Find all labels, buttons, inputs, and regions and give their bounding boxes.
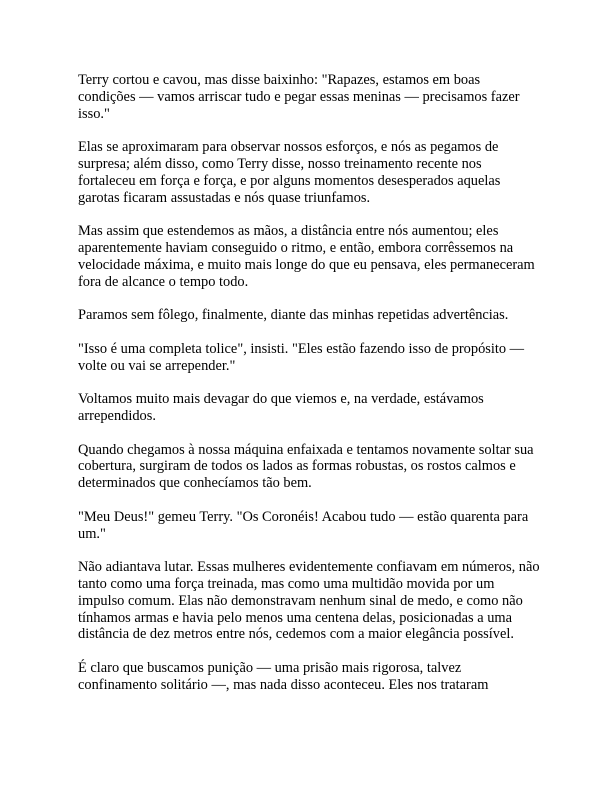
- paragraph-6: Voltamos muito mais devagar do que viemos e, na verdade, estávamos arrependidos.: [78, 391, 484, 424]
- paragraph-8: "Meu Deus!" gemeu Terry. "Os Coronéis! Acabou tudo — estão quarenta para um.": [78, 508, 529, 542]
- paragraph-9: Não adiantava lutar. Essas mulheres evidentemente confiavam em números, não tanto como uma força treinada, mas como uma multidão movida por um impulso comum. Elas não demonstravam nenhum sinal de medo, e como não tínhamos armas e havia pelo menos uma centena delas, posicionadas a uma distância de dez metros entre nós, cedemos com a maior elegância possível.: [78, 559, 540, 643]
- paragraph-7: Quando chegamos à nossa máquina enfaixada e tentamos novamente soltar sua cobertura, surgiram de todos os lados as formas robustas, os rostos calmos e determinados que conhecíamos tão bem.: [78, 441, 534, 492]
- paragraph-1: Terry cortou e cavou, mas disse baixinho: "Rapazes, estamos em boas condições — vamos arriscar tudo e pegar essas meninas — precisamos fazer isso.": [78, 72, 520, 122]
- paragraph-4: Paramos sem fôlego, finalmente, diante das minhas repetidas advertências.: [78, 307, 509, 324]
- paragraph-10: É claro que buscamos punição — uma prisão mais rigorosa, talvez confinamento solitário —, mas nada disso aconteceu. Eles nos trataram: [78, 659, 489, 693]
- document-body: [78, 72, 540, 710]
- paragraph-3: Mas assim que estendemos as mãos, a distância entre nós aumentou; eles aparentemente haviam conseguido o ritmo, e então, embora corrêssemos na velocidade máxima, e muito mais longe do que eu pensava, eles permaneceram fora de alcance o tempo todo.: [78, 223, 535, 290]
- paragraph-5: "Isso é uma completa tolice", insisti. "Eles estão fazendo isso de propósito — volte ou vai se arrepender.": [78, 340, 525, 374]
- paragraph-2: Elas se aproximaram para observar nossos esforços, e nós as pegamos de surpresa; além disso, como Terry disse, nosso treinamento recente nos fortaleceu em força e força, e por alguns momentos desesperados aquelas garotas ficaram assustadas e nós quase triunfamos.: [78, 139, 501, 206]
